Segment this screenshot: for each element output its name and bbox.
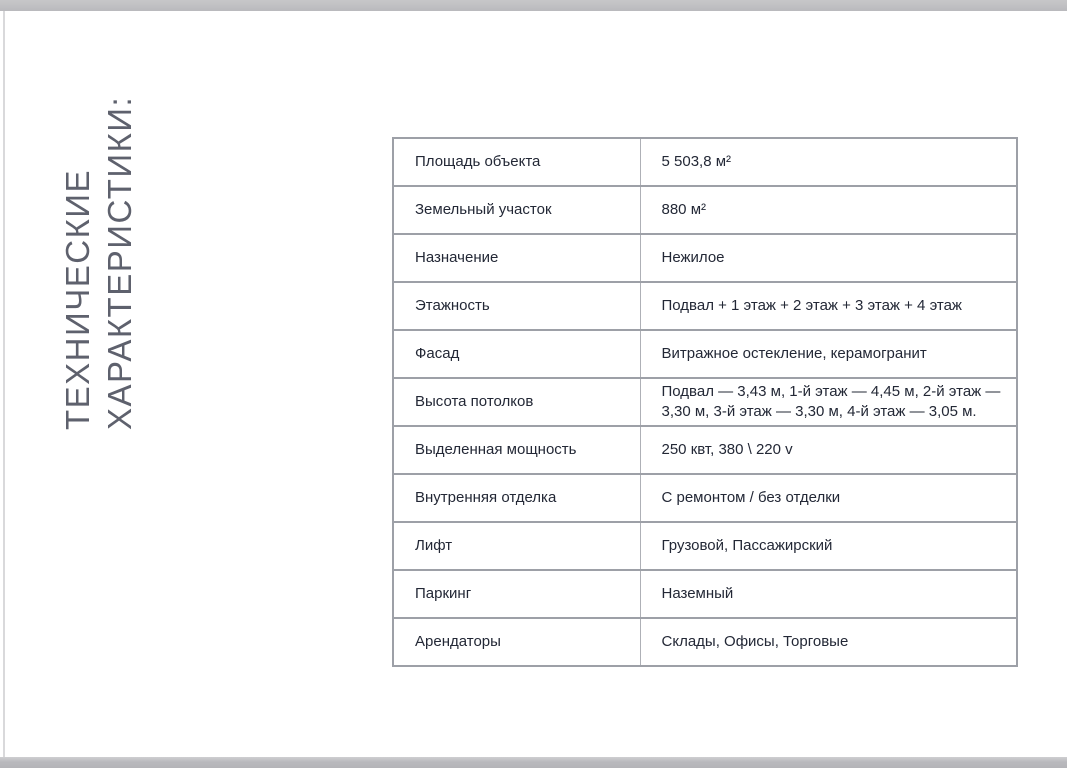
table-row [393,138,1017,186]
spec-value-cell: 880 м² [640,186,1017,234]
spec-value-cell: Нежилое [640,234,1017,282]
spec-label-cell: Фасад [393,330,640,378]
spec-value-cell: Склады, Офисы, Торговые [640,618,1017,666]
spec-value-cell: 250 квт, 380 \ 220 v [640,426,1017,474]
spec-value-cell: Витражное остекление, керамогранит [640,330,1017,378]
spec-label-cell: Выделенная мощность [393,426,640,474]
spec-label-cell: Внутренняя отделка [393,474,640,522]
spec-label-cell: Площадь объекта [393,138,640,186]
slide-title-line-2: ХАРАКТЕРИСТИКИ: [101,95,138,430]
table-row [393,234,1017,282]
viewer-bottom-bar [0,757,1067,768]
spec-label-cell: Лифт [393,522,640,570]
spec-table [392,137,1018,667]
table-row [393,570,1017,618]
table-row [393,522,1017,570]
spec-table-container [392,137,1016,667]
slide-title-line-1: ТЕХНИЧЕСКИЕ [59,168,96,430]
spec-label-cell: Высота потолков [393,378,640,426]
spec-value-cell: С ремонтом / без отделки [640,474,1017,522]
table-row [393,186,1017,234]
table-row [393,378,1017,426]
table-row [393,330,1017,378]
spec-value-cell: 5 503,8 м² [640,138,1017,186]
table-row [393,426,1017,474]
spec-value-cell: Наземный [640,570,1017,618]
spec-label-cell: Назначение [393,234,640,282]
spec-table-body [393,138,1017,666]
spec-value-cell: Грузовой, Пассажирский [640,522,1017,570]
table-row [393,474,1017,522]
spec-value-cell: Подвал + 1 этаж + 2 этаж + 3 этаж + 4 этаж [640,282,1017,330]
table-row [393,282,1017,330]
spec-label-cell: Арендаторы [393,618,640,666]
table-row [393,618,1017,666]
slide-title [57,68,143,430]
spec-label-cell: Земельный участок [393,186,640,234]
page-edge-line [3,11,5,757]
spec-label-cell: Паркинг [393,570,640,618]
spec-label-cell: Этажность [393,282,640,330]
viewer-top-bar [0,0,1067,11]
spec-value-cell: Подвал — 3,43 м, 1-й этаж — 4,45 м, 2-й этаж — 3,30 м, 3-й этаж — 3,30 м, 4-й этаж — 3,05 м. [640,378,1017,426]
